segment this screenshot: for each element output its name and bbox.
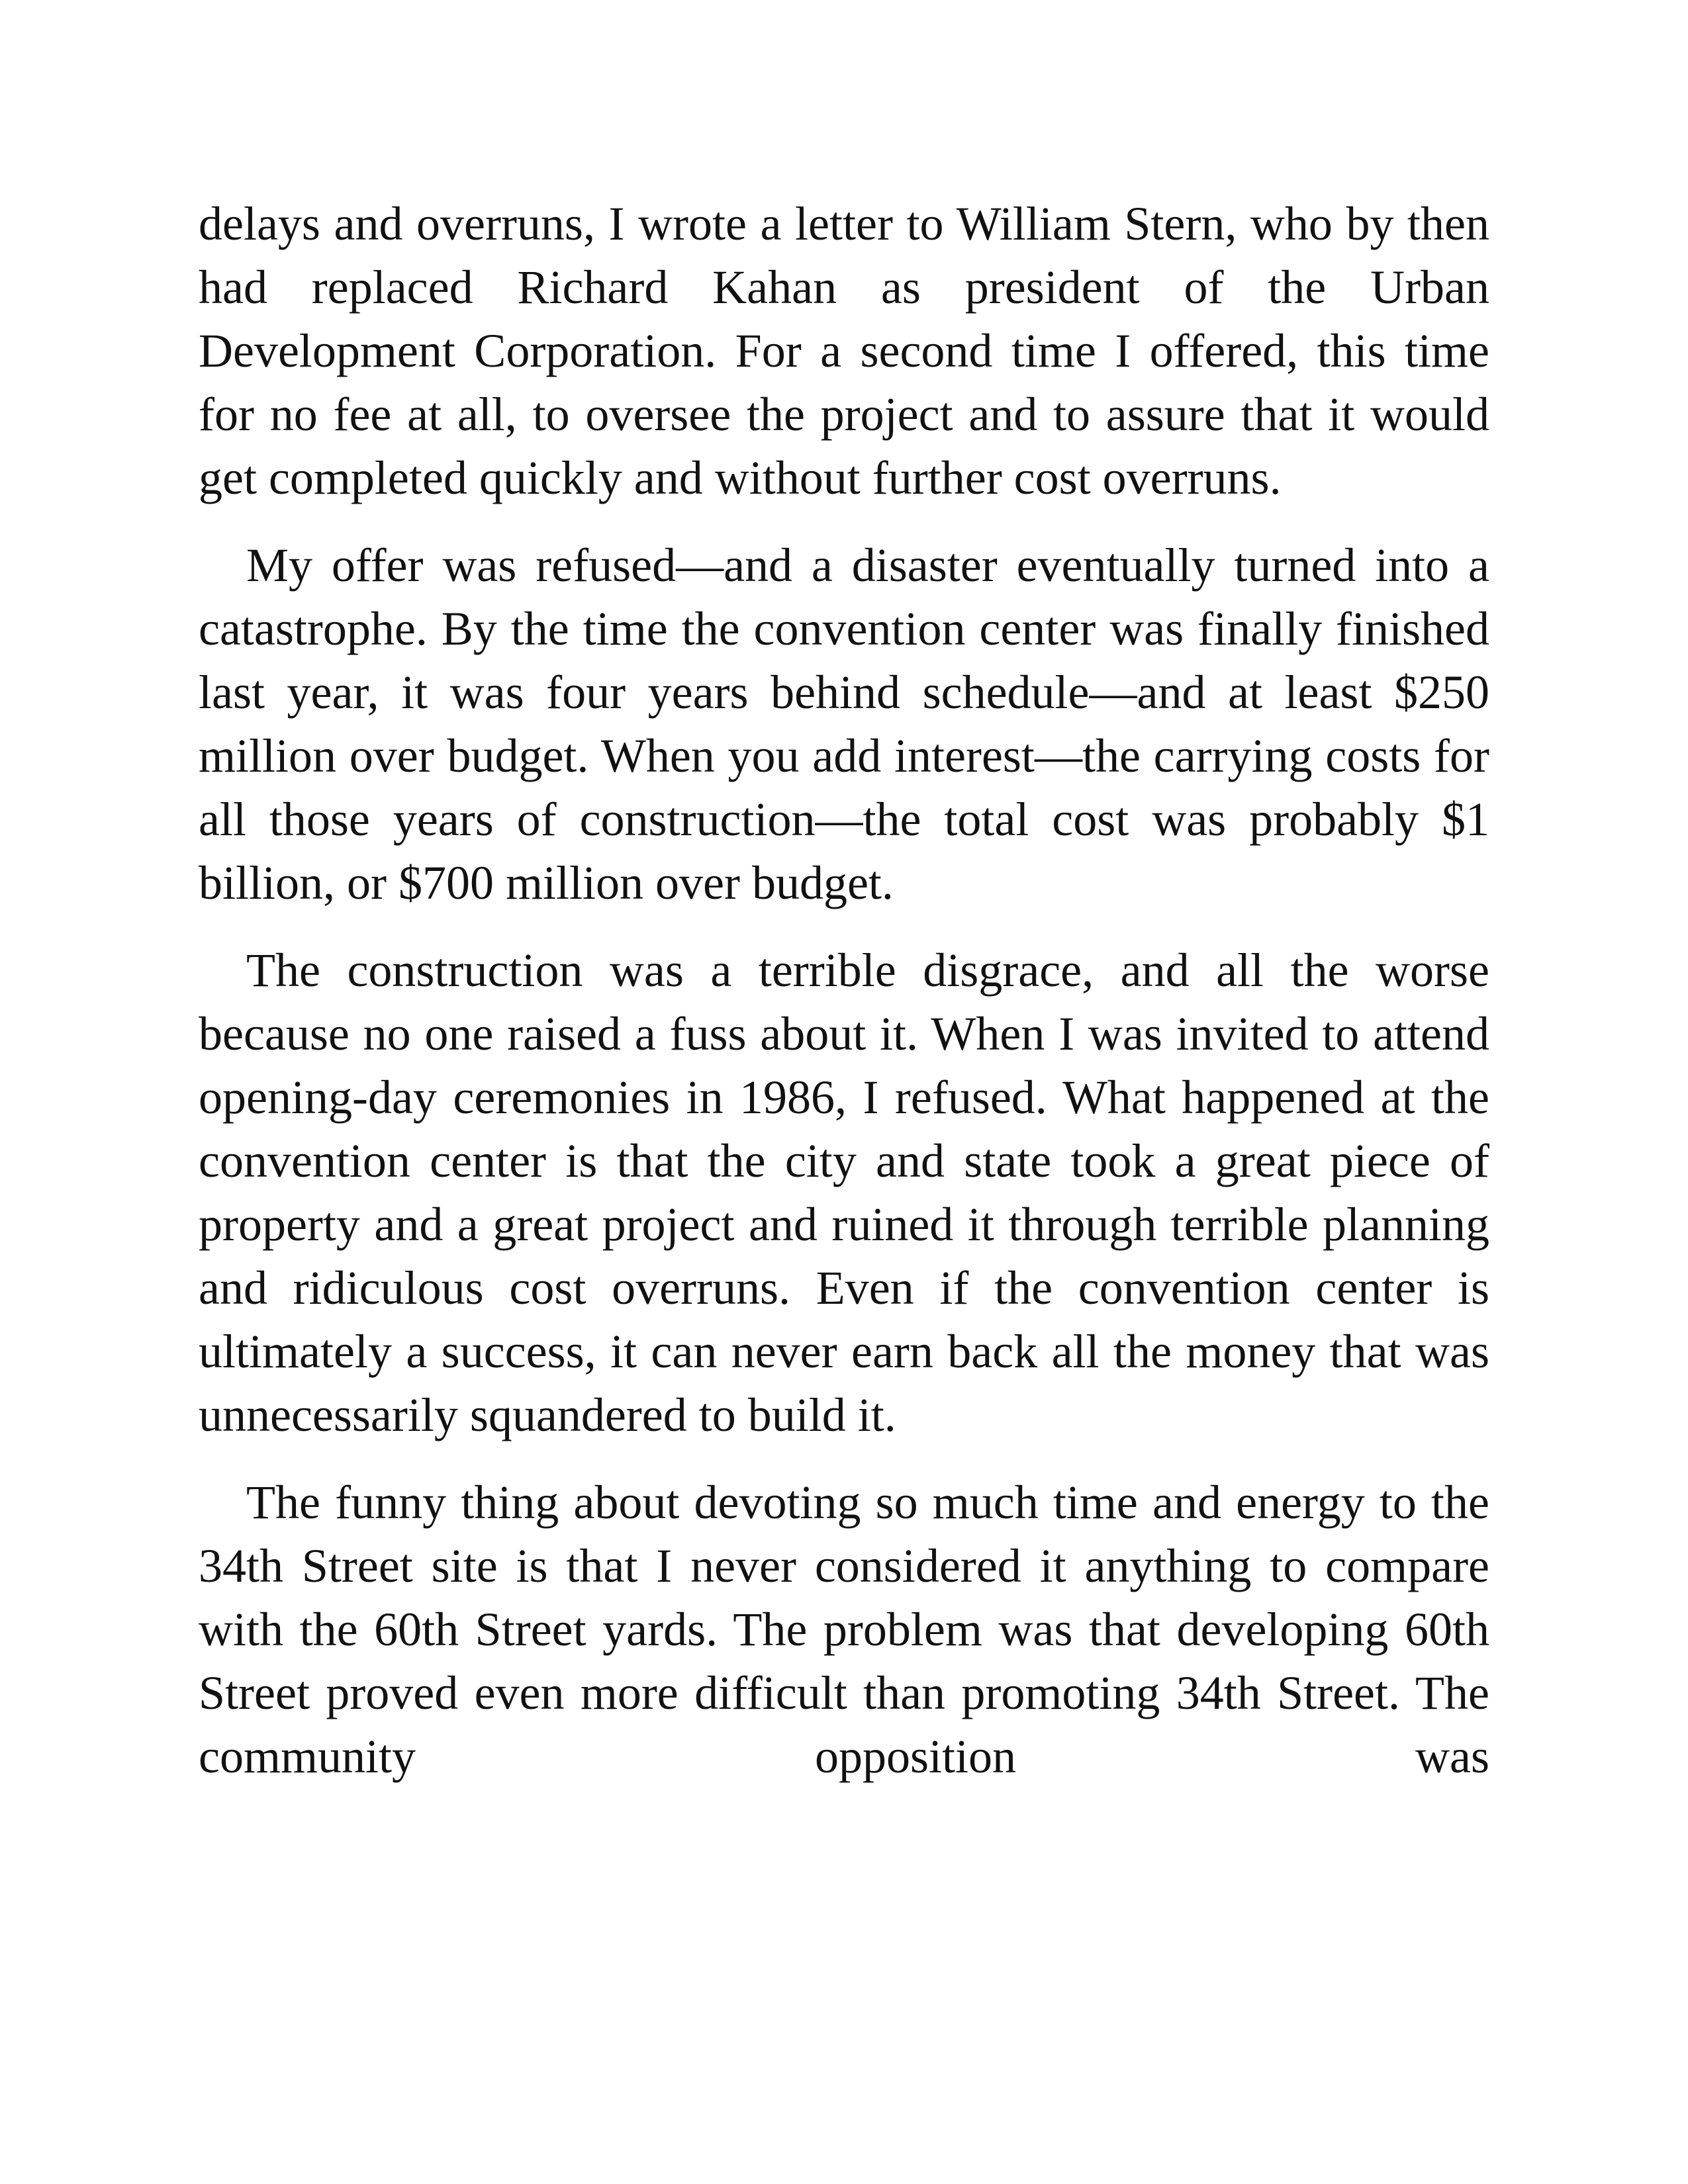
paragraph-4: The funny thing about devoting so much time and energy to the 34th Street site is that I never considered it anything to compare with the 60th Street yards. The problem was that developing 60th Street proved even more difficult than promoting 34th Street. The community opposition was — [199, 1476, 1489, 1783]
paragraph-1: delays and overruns, I wrote a letter to William Stern, who by then had replaced Richard Kahan as president of the Urban Development Corporation. For a second time I offered, this time for no fee at all, to oversee the project and to assure that it would get completed quickly and without further cost overruns. — [199, 197, 1489, 504]
body-text — [199, 192, 1489, 1788]
paragraph-2: My offer was refused—and a disaster eventually turned into a catastrophe. By the time the convention center was finally finished last year, it was four years behind schedule—and at least $250 million over budget. When you add interest—the carrying costs for all those years of construction—the total cost was probably $1 billion, or $700 million over budget. — [199, 539, 1489, 909]
paragraph-3: The construction was a terrible disgrace, and all the worse because no one raised a fuss about it. When I was invited to attend opening-day ceremonies in 1986, I refused. What happened at the convention center is that the city and state took a great piece of property and a great project and ruined it through terrible planning and ridiculous cost overruns. Even if the convention center is ultimately a success, it can never earn back all the money that was unnecessarily squandered to build it. — [199, 944, 1489, 1441]
